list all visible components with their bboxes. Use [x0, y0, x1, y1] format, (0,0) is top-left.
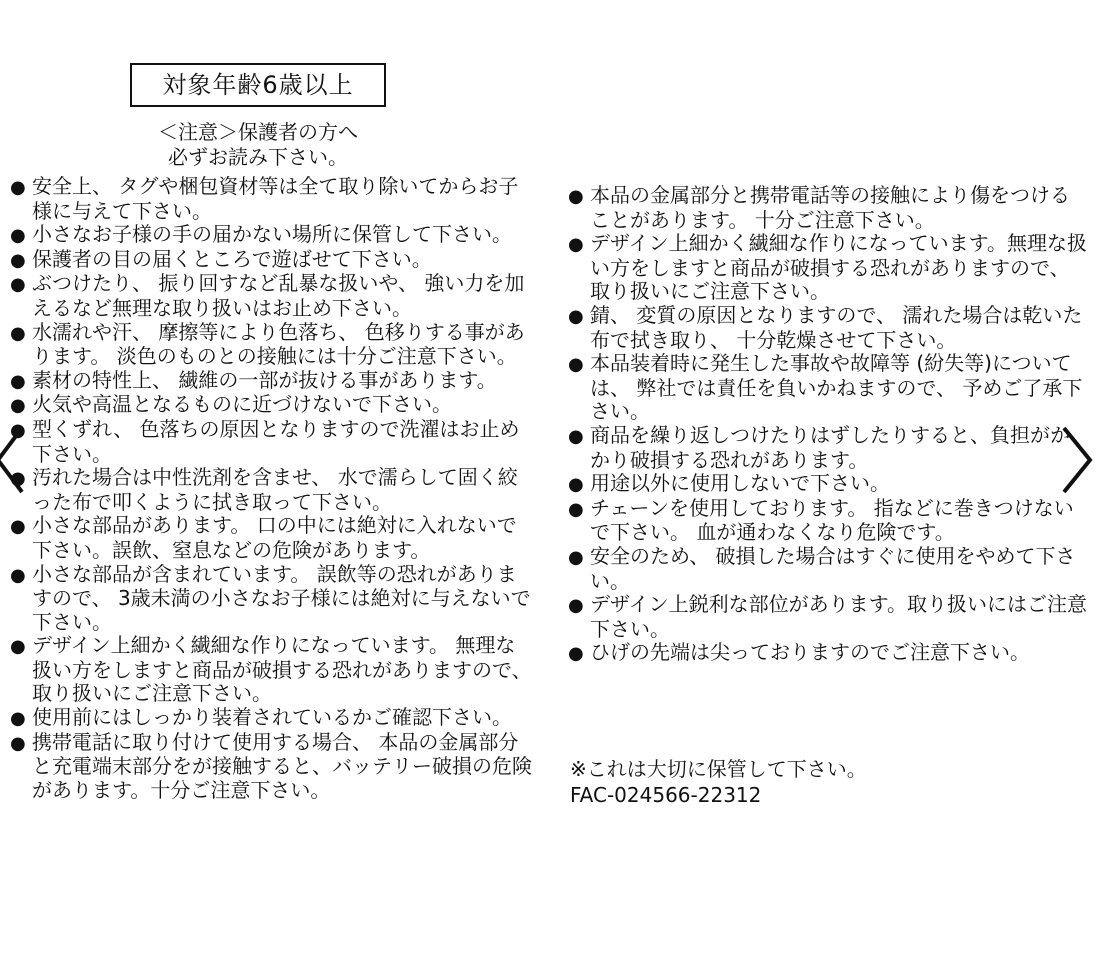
caution-item: ● 小さなお子様の手の届かない場所に保管して下さい。 [10, 222, 512, 247]
bullet-icon: ● [568, 546, 584, 568]
bullet-icon: ● [568, 498, 584, 520]
caution-item: ● 安全のため、 破損した場合はすぐに使用をやめて下さい。 [568, 543, 1076, 593]
bullet-icon: ● [10, 564, 26, 586]
left-caution-list [10, 175, 535, 802]
prev-page-button[interactable] [0, 420, 32, 500]
caution-item: ● デザイン上細かく繊細な作りになっています。 無理な扱い方をしますと商品が破損する恐れがありますので、 取り扱いにご注意下さい。 [10, 633, 532, 706]
bullet-icon: ● [568, 474, 584, 496]
caution-item: ● 錆、 変質の原因となりますので、 濡れた場合は乾いた布で拭き取り、 十分乾燥させて下さい。 [568, 302, 1083, 352]
bullet-icon: ● [10, 732, 26, 754]
notice-heading: ＜注意＞保護者の方へ [158, 120, 358, 144]
notice-subheading: 必ずお読み下さい。 [168, 145, 348, 169]
caution-item: ● 小さな部品が含まれています。 誤飲等の恐れがありますので、 3歳未満の小さなお子様には絶対に与えないで下さい。 [10, 561, 531, 634]
bullet-icon: ● [568, 234, 584, 256]
keep-notice: ※これは大切に保管して下さい。 [570, 757, 867, 781]
caution-item: ● 使用前にはしっかり装着されているかご確認下さい。 [10, 705, 512, 730]
chevron-left-icon [0, 420, 32, 500]
bullet-icon: ● [10, 395, 26, 417]
caution-item: ● 本品の金属部分と携帯電話等の接触により傷をつけることがあります。 十分ご注意下さい。 [568, 183, 1070, 232]
product-code: FAC-024566-22312 [570, 783, 762, 807]
right-caution-list [568, 184, 1088, 666]
bullet-icon: ● [10, 225, 26, 247]
age-label: 対象年齢6歳以上 [130, 63, 386, 107]
caution-item: ● 用途以外に使用しないで下さい。 [568, 471, 890, 496]
bullet-icon: ● [10, 274, 26, 296]
caution-item: ● 火気や高温となるものに近づけないで下さい。 [10, 392, 452, 417]
footer-note [570, 756, 867, 808]
next-page-button[interactable] [1058, 420, 1098, 500]
bullet-icon: ● [568, 643, 584, 665]
caution-item: ● デザイン上鋭利な部位があります。取り扱いにはご注意下さい。 [568, 592, 1087, 641]
chevron-right-icon [1058, 420, 1098, 500]
caution-item: ● 本品装着時に発生した事故や故障等 (紛失等)については、 弊社では責任を負いかねますので、 予めご了承下さい。 [568, 351, 1083, 424]
caution-item: ● ひげの先端は尖っておりますのでご注意下さい。 [568, 640, 1030, 665]
bullet-icon: ● [10, 516, 26, 538]
bullet-icon: ● [10, 177, 26, 198]
caution-item: ● 安全上、 タグや梱包資材等は全て取り除いてからお子様に与えて下さい。 [10, 174, 519, 223]
bullet-icon: ● [10, 636, 26, 658]
caution-item: ● 商品を繰り返しつけたりはずしたりすると、負担がかかり破損する恐れがあります。 [568, 422, 1070, 472]
caution-item: ● ぶつけたり、 振り回すなど乱暴な扱いや、 強い力を加えるなど無理な取り扱いはお止め下さい。 [10, 271, 525, 320]
bullet-icon: ● [568, 186, 584, 207]
bullet-icon: ● [568, 305, 584, 327]
caution-item: ● 保護者の目の届くところで遊ばせて下さい。 [10, 246, 432, 271]
bullet-icon: ● [10, 249, 26, 271]
caution-item: ● 素材の特性上、 繊維の一部が抜ける事があります。 [10, 367, 497, 392]
bullet-icon: ● [10, 708, 26, 730]
bullet-icon: ● [10, 322, 26, 344]
caution-item: ● 汚れた場合は中性洗剤を含ませ、 水で濡らして固く絞った布で叩くように拭き取って下さい。 [10, 465, 518, 514]
caution-item: ● 小さな部品があります。 口の中には絶対に入れないで下さい。誤飲、窒息などの危険があります。 [10, 513, 517, 562]
bullet-icon: ● [10, 468, 26, 490]
bullet-icon: ● [10, 419, 26, 441]
caution-item: ● チェーンを使用しております。 指などに巻きつけないで下さい。 血が通わなくなり危険です。 [568, 495, 1074, 545]
bullet-icon: ● [10, 370, 26, 392]
bullet-icon: ● [568, 354, 584, 376]
caution-item: ● 型くずれ、 色落ちの原因となりますので洗濯はお止め下さい。 [10, 416, 520, 466]
caution-item: ● デザイン上細かく繊細な作りになっています。無理な扱い方をしますと商品が破損する恐れがありますので、 取り扱いにご注意下さい。 [568, 231, 1087, 304]
bullet-icon: ● [568, 595, 584, 617]
caution-item: ● 水濡れや汗、 摩擦等により色落ち、 色移りする事があります。 淡色のものとの接触には十分ご注意下さい。 [10, 319, 525, 369]
bullet-icon: ● [568, 425, 584, 447]
caution-item: ● 携帯電話に取り付けて使用する場合、 本品の金属部分と充電端末部分をが接触すると、バッテリー破損の危険があります。十分ご注意下さい。 [10, 729, 532, 802]
